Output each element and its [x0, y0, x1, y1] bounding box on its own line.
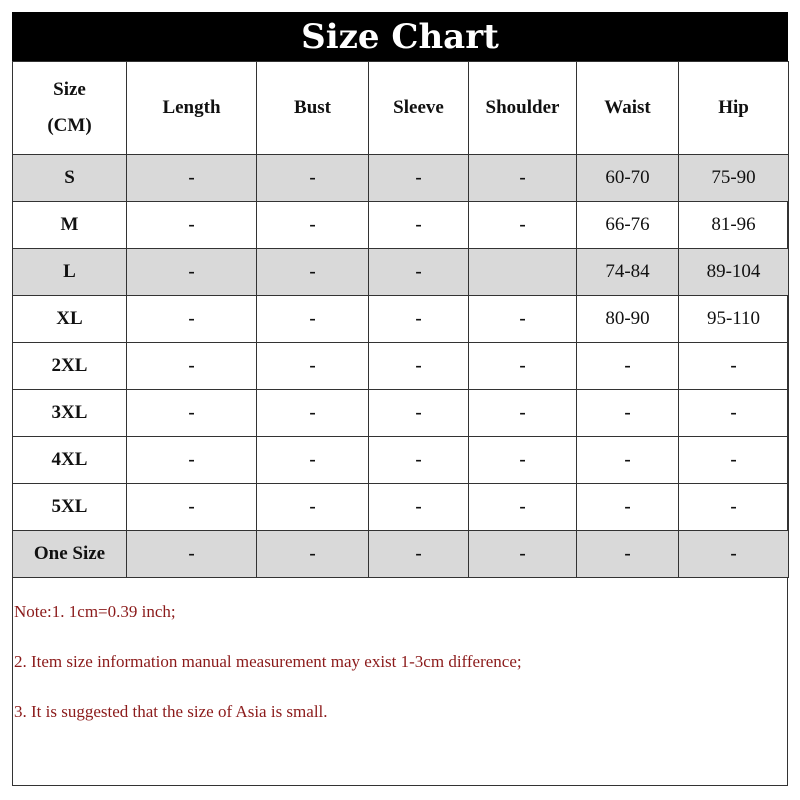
cell-sleeve: -: [369, 155, 469, 202]
cell-shoulder: -: [469, 202, 577, 249]
chart-title: Size Chart: [12, 12, 788, 61]
cell-bust: -: [257, 249, 369, 296]
cell-length: -: [127, 249, 257, 296]
cell-bust: -: [257, 484, 369, 531]
cell-length: -: [127, 437, 257, 484]
cell-bust: -: [257, 155, 369, 202]
table-row: [13, 484, 789, 531]
header-sleeve: Sleeve: [369, 62, 469, 155]
table-row: [13, 390, 789, 437]
cell-hip: -: [679, 437, 789, 484]
cell-waist: -: [577, 531, 679, 578]
note-3: 3. It is suggested that the size of Asia is small.: [14, 702, 328, 721]
header-size: [13, 62, 127, 155]
table-row: [13, 437, 789, 484]
cell-waist: 66-76: [577, 202, 679, 249]
cell-shoulder: -: [469, 484, 577, 531]
header-size-label: Size: [53, 79, 86, 100]
cell-waist: 74-84: [577, 249, 679, 296]
note-2: 2. Item size information manual measurement may exist 1-3cm difference;: [14, 652, 522, 671]
cell-hip: -: [679, 343, 789, 390]
header-bust: Bust: [257, 62, 369, 155]
header-shoulder: Shoulder: [469, 62, 577, 155]
cell-sleeve: -: [369, 484, 469, 531]
cell-bust: -: [257, 343, 369, 390]
table-row: [13, 531, 789, 578]
cell-waist: -: [577, 343, 679, 390]
cell-length: -: [127, 202, 257, 249]
cell-bust: -: [257, 437, 369, 484]
cell-shoulder: -: [469, 531, 577, 578]
cell-bust: -: [257, 390, 369, 437]
table-row: [13, 296, 789, 343]
cell-sleeve: -: [369, 249, 469, 296]
cell-shoulder: -: [469, 155, 577, 202]
header-hip: Hip: [679, 62, 789, 155]
cell-shoulder: -: [469, 390, 577, 437]
cell-shoulder: -: [469, 343, 577, 390]
cell-sleeve: -: [369, 202, 469, 249]
header-length: Length: [127, 62, 257, 155]
cell-hip: -: [679, 484, 789, 531]
size-cell: M: [13, 202, 127, 249]
cell-shoulder: -: [469, 296, 577, 343]
cell-hip: 81-96: [679, 202, 789, 249]
cell-shoulder: -: [469, 437, 577, 484]
cell-length: -: [127, 484, 257, 531]
size-cell: 2XL: [13, 343, 127, 390]
cell-hip: 89-104: [679, 249, 789, 296]
note-1: Note:1. 1cm=0.39 inch;: [14, 602, 176, 621]
header-waist: Waist: [577, 62, 679, 155]
cell-length: -: [127, 343, 257, 390]
size-cell: 3XL: [13, 390, 127, 437]
cell-bust: -: [257, 202, 369, 249]
cell-waist: 60-70: [577, 155, 679, 202]
table-row: [13, 155, 789, 202]
cell-shoulder: [469, 249, 577, 296]
header-size-unit: (CM): [47, 115, 92, 136]
size-table: [12, 61, 789, 578]
size-cell: 4XL: [13, 437, 127, 484]
size-cell: L: [13, 249, 127, 296]
table-row: [13, 343, 789, 390]
cell-sleeve: -: [369, 437, 469, 484]
cell-length: -: [127, 531, 257, 578]
table-row: [13, 249, 789, 296]
cell-hip: 95-110: [679, 296, 789, 343]
cell-waist: -: [577, 484, 679, 531]
cell-length: -: [127, 296, 257, 343]
cell-length: -: [127, 155, 257, 202]
cell-waist: 80-90: [577, 296, 679, 343]
cell-bust: -: [257, 296, 369, 343]
table-row: [13, 202, 789, 249]
cell-sleeve: -: [369, 390, 469, 437]
cell-bust: -: [257, 531, 369, 578]
cell-sleeve: -: [369, 531, 469, 578]
cell-hip: -: [679, 531, 789, 578]
header-row: [13, 62, 789, 155]
cell-hip: 75-90: [679, 155, 789, 202]
cell-sleeve: -: [369, 296, 469, 343]
size-cell: XL: [13, 296, 127, 343]
cell-sleeve: -: [369, 343, 469, 390]
cell-hip: -: [679, 390, 789, 437]
size-cell: S: [13, 155, 127, 202]
size-cell: One Size: [13, 531, 127, 578]
size-cell: 5XL: [13, 484, 127, 531]
cell-waist: -: [577, 437, 679, 484]
cell-length: -: [127, 390, 257, 437]
cell-waist: -: [577, 390, 679, 437]
